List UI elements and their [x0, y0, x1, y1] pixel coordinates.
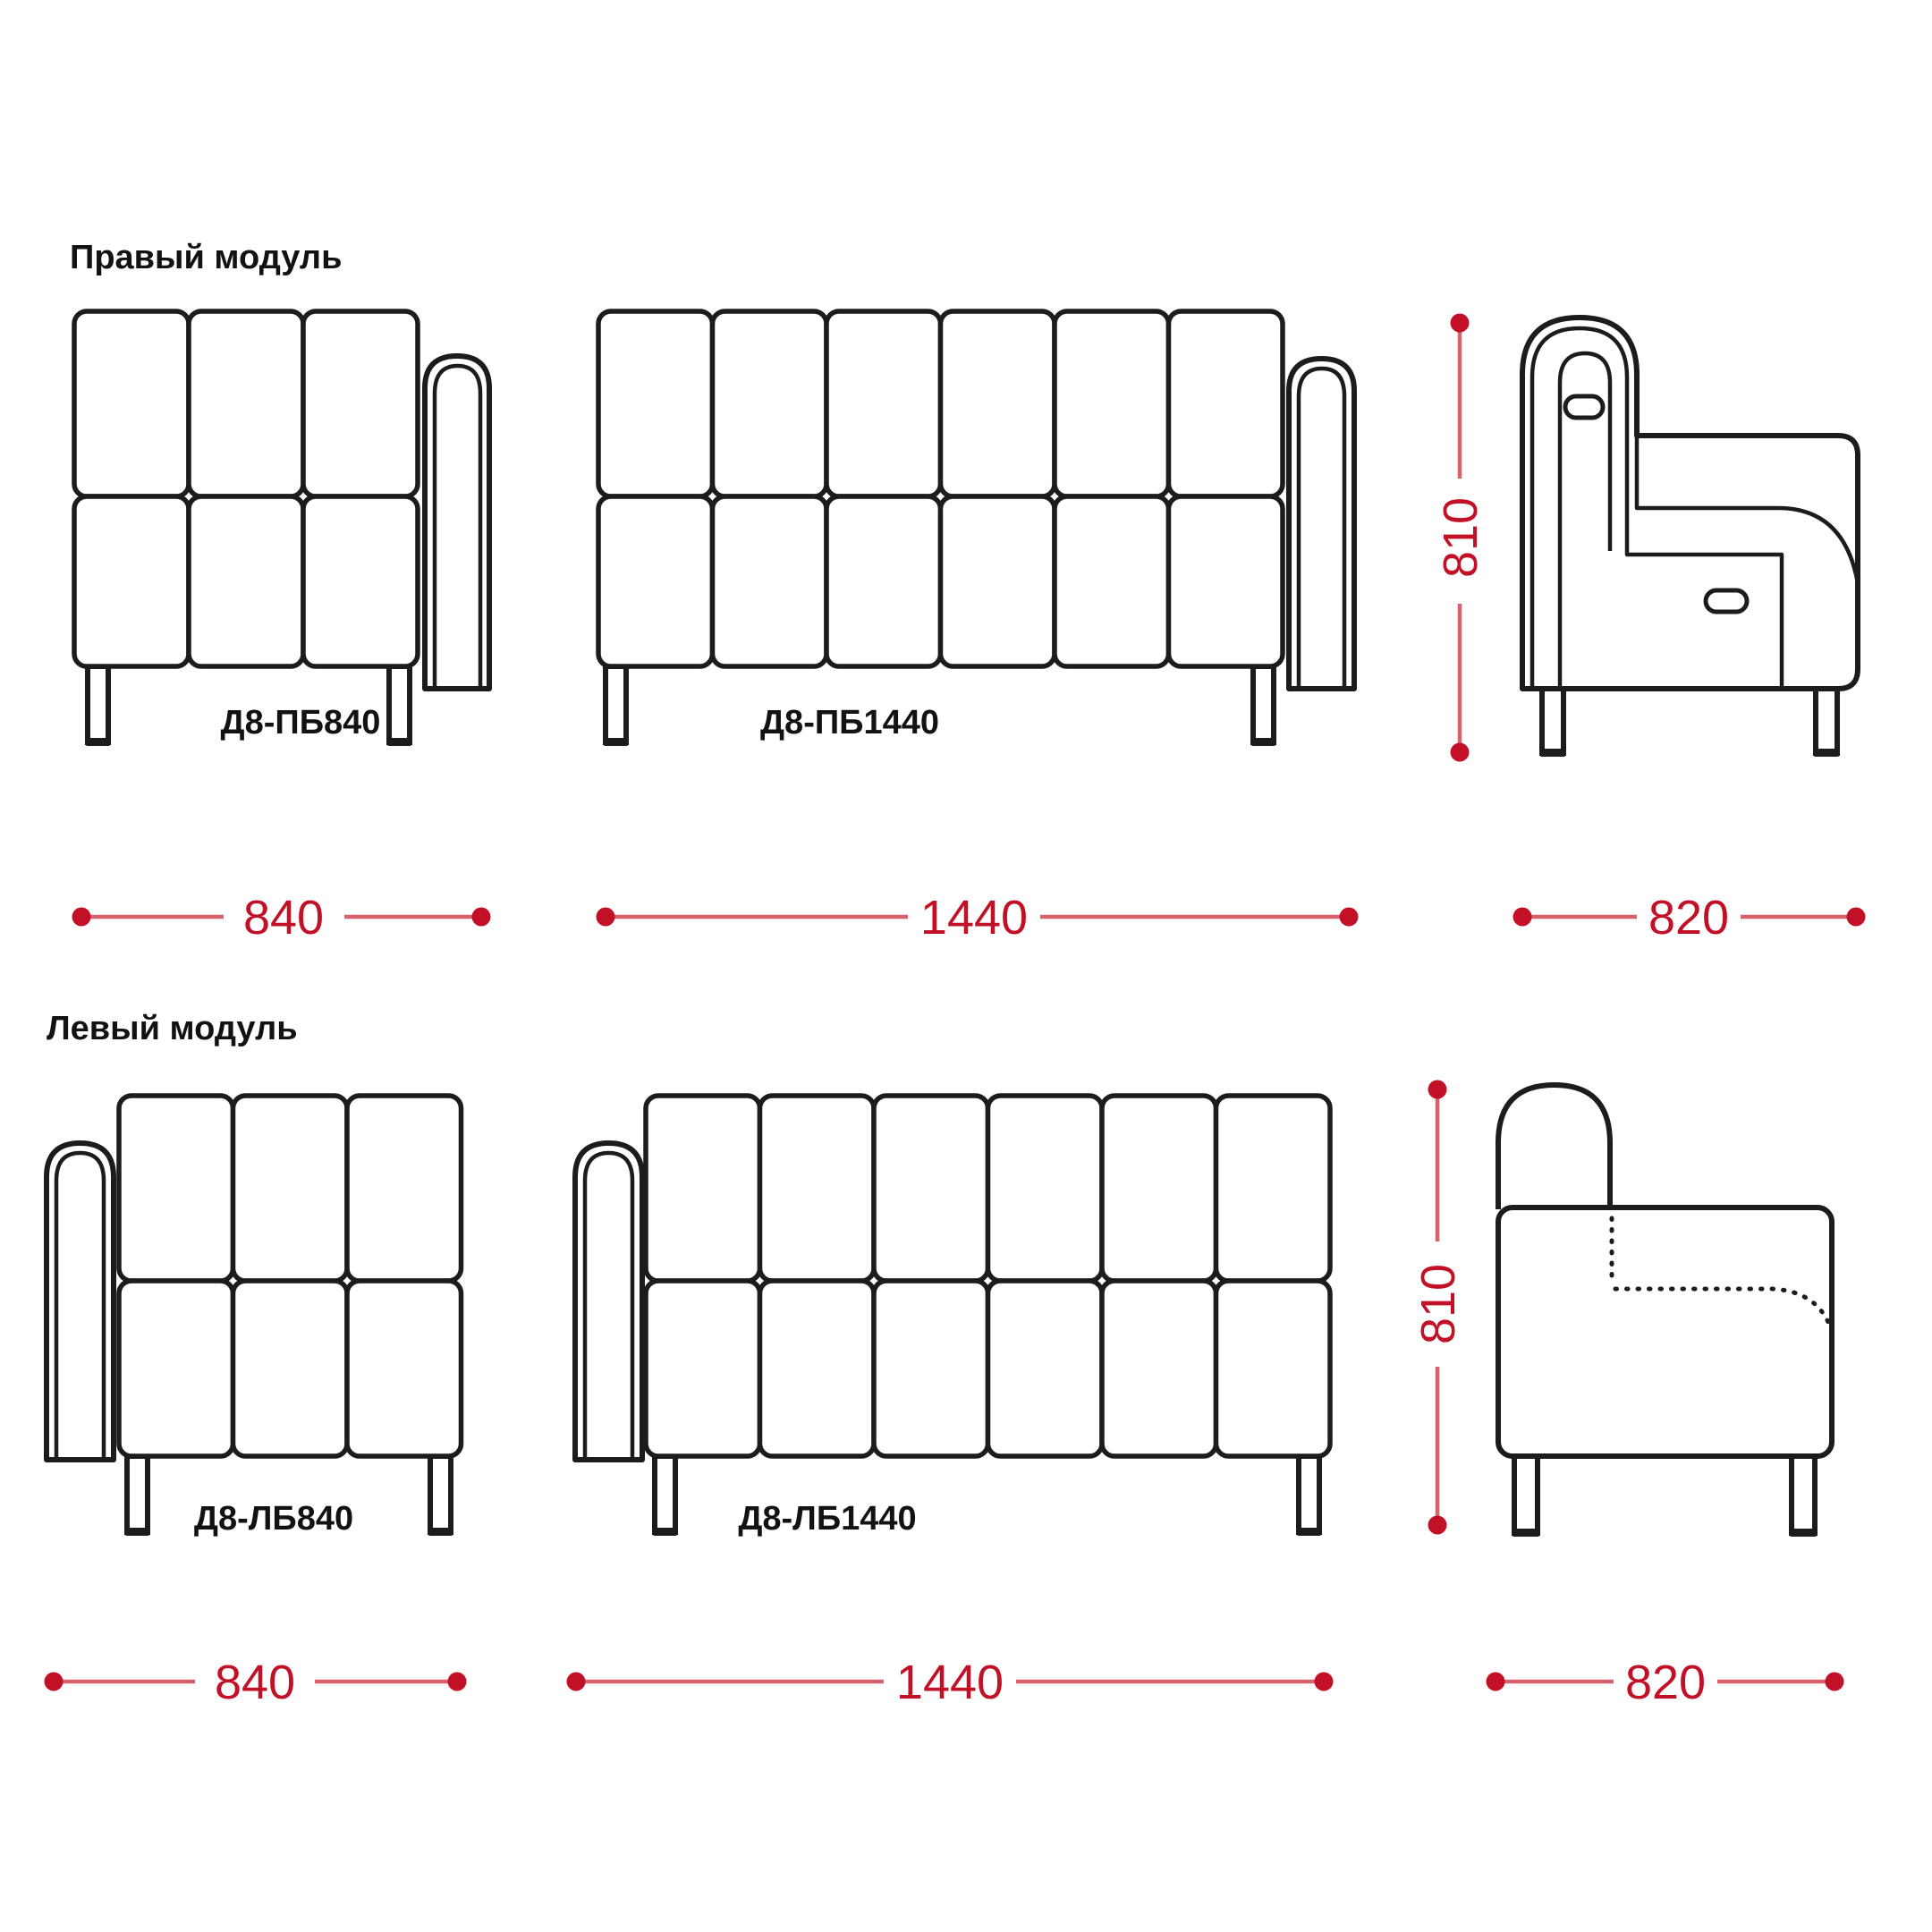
leg	[386, 666, 412, 745]
leg	[1512, 1455, 1540, 1536]
dim-dot	[1513, 908, 1532, 927]
dim-width-1440-bottom	[567, 1656, 1334, 1709]
cushion	[303, 496, 418, 666]
module-label: Д8-ПБ840	[220, 704, 381, 741]
leg	[1789, 1455, 1818, 1536]
cushion	[1216, 1281, 1331, 1456]
dim-width-840-bottom	[45, 1656, 467, 1709]
cushion	[941, 496, 1055, 666]
cushion	[988, 1281, 1103, 1456]
cushion	[760, 1096, 875, 1281]
dim-dot	[1428, 1516, 1447, 1535]
dim-dot	[567, 1673, 586, 1691]
cushion	[1102, 1096, 1216, 1281]
cushion	[74, 311, 189, 496]
leg	[85, 666, 111, 745]
cushion	[988, 1096, 1103, 1281]
dim-dot	[448, 1673, 467, 1691]
leg	[428, 1456, 453, 1535]
cushion	[233, 1281, 348, 1456]
cushion	[119, 1281, 233, 1456]
cushion	[303, 311, 418, 496]
seat-handle	[1706, 590, 1747, 612]
front-view-right-840	[74, 311, 489, 745]
cushion	[119, 1096, 233, 1281]
cushion	[1055, 311, 1169, 496]
leg	[124, 1456, 150, 1535]
cushion	[598, 496, 713, 666]
cushion	[760, 1281, 875, 1456]
dim-dot	[1451, 314, 1470, 333]
dim-value: 840	[214, 1656, 296, 1709]
dim-dot	[45, 1673, 64, 1691]
back-slot	[1565, 396, 1603, 418]
module-label: Д8-ЛБ840	[193, 1500, 354, 1538]
dim-width-1440-top	[597, 891, 1359, 945]
dim-dot	[1487, 1673, 1505, 1691]
leg	[1539, 689, 1566, 756]
cushion	[233, 1096, 348, 1281]
dim-value: 1440	[895, 1656, 1004, 1709]
dim-value: 840	[242, 891, 325, 945]
side-view-right-module	[1522, 318, 1858, 756]
cushion	[1102, 1281, 1216, 1456]
cushion	[713, 311, 827, 496]
cushion	[347, 1281, 462, 1456]
cushion	[1169, 311, 1284, 496]
dim-width-840-top	[72, 891, 491, 945]
cushion	[826, 311, 941, 496]
cushion	[598, 311, 713, 496]
cushion	[347, 1096, 462, 1281]
dim-depth-820-bottom	[1487, 1656, 1844, 1709]
dim-value: 1440	[919, 891, 1029, 945]
left-module-section	[45, 1010, 1844, 1709]
cushion	[74, 496, 189, 666]
module-label: Д8-ПБ1440	[759, 704, 940, 741]
dim-dot	[72, 908, 91, 927]
cushion	[941, 311, 1055, 496]
dim-dot	[1826, 1673, 1844, 1691]
cushion	[874, 1096, 988, 1281]
dim-dot	[1451, 743, 1470, 762]
leg	[1813, 689, 1840, 756]
dim-dot	[1847, 908, 1866, 927]
back-arch	[1498, 1085, 1610, 1209]
front-view-right-1440	[598, 311, 1354, 745]
dim-height-810-top	[1434, 314, 1487, 762]
cushion	[646, 1281, 760, 1456]
dim-value: 820	[1624, 1656, 1707, 1709]
side-view-left-module	[1498, 1085, 1833, 1536]
section-title: Левый модуль	[47, 1010, 298, 1047]
dim-height-810-bottom	[1411, 1080, 1465, 1535]
section-title: Правый модуль	[70, 239, 343, 276]
cushion	[713, 496, 827, 666]
cushion	[189, 311, 303, 496]
leg	[1250, 666, 1276, 745]
dim-dot	[1428, 1080, 1447, 1099]
cushion	[646, 1096, 760, 1281]
right-module-section	[70, 239, 1866, 945]
dim-dot	[1315, 1673, 1334, 1691]
dim-value: 820	[1648, 891, 1730, 945]
front-view-left-1440	[575, 1096, 1330, 1538]
dim-depth-820-top	[1513, 891, 1866, 945]
cushion	[1055, 496, 1169, 666]
leg	[603, 666, 629, 745]
dim-value: 810	[1434, 496, 1487, 579]
dim-dot	[472, 908, 491, 927]
side-body	[1498, 1208, 1832, 1456]
cushion	[1169, 496, 1284, 666]
dim-value: 810	[1411, 1263, 1465, 1345]
front-view-left-840	[47, 1096, 462, 1538]
cushion	[874, 1281, 988, 1456]
leg	[652, 1456, 678, 1535]
dim-dot	[1340, 908, 1359, 927]
cushion	[189, 496, 303, 666]
dim-dot	[597, 908, 615, 927]
cushion	[826, 496, 941, 666]
side-silhouette	[1522, 318, 1858, 689]
leg	[1296, 1456, 1322, 1535]
module-label: Д8-ЛБ1440	[738, 1500, 917, 1538]
cushion	[1216, 1096, 1331, 1281]
